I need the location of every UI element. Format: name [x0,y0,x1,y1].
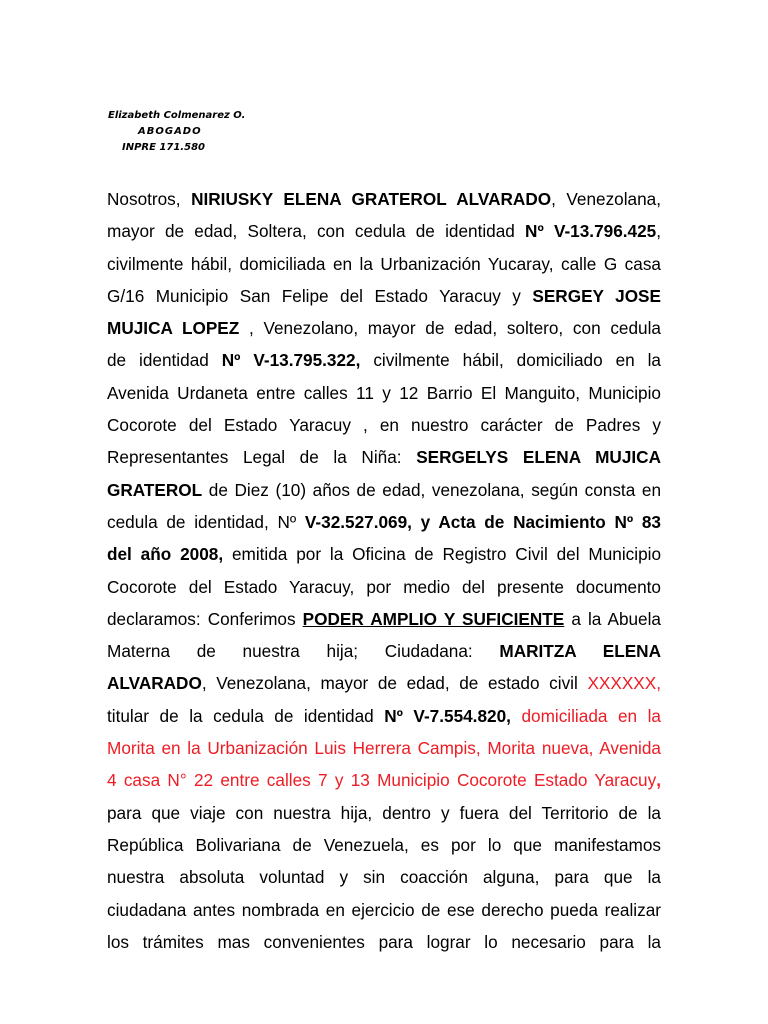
document-line [107,732,661,764]
document-line [107,926,661,958]
document-line [107,377,661,409]
text-segment: para que viaje con nuestra hija, dentro y fuera del Territorio de la [107,802,661,823]
text-segment: , Venezolano, mayor de edad, soltero, con cedula [239,318,661,339]
document-line [107,861,661,893]
document-line [107,441,661,473]
bold-text: PODER AMPLIO Y SUFICIENTE [302,608,565,629]
text-segment: emitida por la Oficina de Registro Civil del Municipio [223,544,661,565]
text-segment: Cocorote del Estado Yaracuy , en nuestro carácter de Padres y [107,415,661,436]
text-segment: a la Abuela [564,608,661,629]
document-line [107,215,661,247]
text-segment: , Venezolana, [551,189,662,209]
highlighted-text: Morita en la Urbanización Luis Herrera Campis, Morita nueva, Avenida [107,738,661,759]
document-body [107,183,661,958]
text-segment: mayor de edad, Soltera, con cedula de identidad [107,221,526,242]
bold-text: V-32.527.069, y Acta de Nacimiento Nº 83 [304,511,661,532]
bold-text: SERGEY JOSE [532,285,661,306]
text-segment: G/16 Municipio San Felipe del Estado Yaracuy y [107,285,533,306]
document-line [107,635,661,667]
bold-text: Nº V-13.796.425 [525,221,657,242]
document-line [107,280,661,312]
text-segment: , Venezolana, mayor de edad, de estado civil [201,673,588,694]
text-segment: Nosotros, [107,189,192,209]
document-line [107,764,661,796]
document-line [107,183,661,215]
document-line [107,312,661,344]
bold-text: NIRIUSKY ELENA GRATEROL ALVARADO [191,189,552,209]
document-line [107,409,661,441]
document-line [107,506,661,538]
highlighted-text: XXXXXX, [587,673,661,694]
document-line [107,667,661,699]
text-segment: cedula de identidad, Nº [107,511,305,532]
bold-text: Nº V-7.554.820, [384,705,511,726]
bold-text: del año 2008, [107,544,224,565]
text-segment: ciudadana antes nombrada en ejercicio de ese derecho pueda realizar [107,899,661,920]
lawyer-inpre: INPRE 171.580 [122,142,205,153]
highlighted-text: 4 casa N° 22 entre calles 7 y 13 Municipio Cocorote Estado Yaracuy [107,770,657,791]
document-line [107,829,661,861]
document-line [107,797,661,829]
document-line [107,571,661,603]
text-segment: de Diez (10) años de edad, venezolana, según consta en [202,479,661,500]
bold-text: MARITZA ELENA [499,641,661,662]
text-segment: , [656,221,661,242]
text-segment: Representantes Legal de la Niña: [107,447,417,468]
lawyer-title: ABOGADO [138,126,202,137]
bold-text: GRATEROL [107,479,203,500]
document-line [107,344,661,376]
document-line [107,894,661,926]
text-segment [511,706,522,726]
text-segment: Cocorote del Estado Yaracuy, por medio del presente documento [107,576,661,597]
highlighted-text: domiciliada en la [521,705,661,726]
document-line [107,603,661,635]
text-segment: nuestra absoluta voluntad y sin coacción alguna, para que la [107,867,661,888]
bold-text: ALVARADO [107,673,202,694]
bold-text: Nº V-13.795.322, [221,350,361,371]
text-segment: Avenida Urdaneta entre calles 11 y 12 Barrio El Manguito, Municipio [107,382,661,403]
lawyer-name: Elizabeth Colmenarez O. [108,110,246,121]
bold-text: SERGELYS ELENA MUJICA [416,447,661,468]
document-line [107,700,661,732]
document-line [107,474,661,506]
document-line [107,248,661,280]
document-line [107,538,661,570]
text-segment: civilmente hábil, domiciliada en la Urbanización Yucaray, calle G casa [107,253,661,274]
text-segment: declaramos: Conferimos [107,608,303,629]
text-segment: los trámites mas convenientes para lograr lo necesario para la [107,931,661,952]
letterhead [108,108,245,156]
text-segment: titular de la cedula de identidad [107,705,385,726]
highlighted-text: , [656,770,661,791]
text-segment: civilmente hábil, domiciliado en la [360,350,661,371]
bold-text: MUJICA LOPEZ [107,318,240,339]
text-segment: República Bolivariana de Venezuela, es por lo que manifestamos [107,834,661,855]
text-segment: de identidad [107,350,222,371]
text-segment: Materna de nuestra hija; Ciudadana: [107,641,500,662]
